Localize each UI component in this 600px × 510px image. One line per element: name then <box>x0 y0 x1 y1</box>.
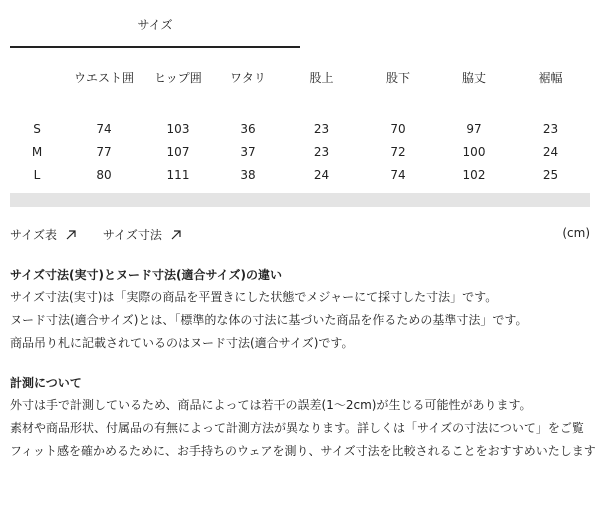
notes-line: ヌード寸法(適合サイズ)とは、「標準的な体の寸法に基づいた商品を作るための基準寸法」です。 <box>10 313 528 327</box>
table-cell: 70 <box>390 121 406 136</box>
table-cell: 72 <box>390 144 406 159</box>
horizontal-scrollbar[interactable] <box>10 193 590 207</box>
table-cell: 103 <box>166 121 190 136</box>
notes-line: フィット感を確かめるために、お手持ちのウェアを測り、サイズ寸法を比較されることをおすすめいたします <box>10 444 596 458</box>
tab-bar <box>0 0 600 50</box>
size-table <box>10 60 590 209</box>
column-header: 脇丈 <box>461 70 486 85</box>
table-cell: 36 <box>240 121 256 136</box>
table-cell: 37 <box>240 144 256 159</box>
table-row <box>10 117 590 140</box>
notes-section-title: 計測について <box>10 376 82 390</box>
size-chart-link-label: サイズ表 <box>10 228 58 242</box>
arrow-up-right-icon <box>65 229 77 241</box>
column-header: ヒップ囲 <box>154 70 202 85</box>
size-links <box>10 226 204 243</box>
column-header: 股下 <box>385 70 410 85</box>
notes-line: 素材や商品形状、付属品の有無によって計測方法が異なります。詳しくは「サイズの寸法について」をご覧 <box>10 421 584 435</box>
table-cell: 100 <box>462 144 486 159</box>
table-cell: 74 <box>390 167 406 182</box>
table-cell: 23 <box>313 121 330 136</box>
column-header: 裾幅 <box>538 70 563 85</box>
table-cell: 74 <box>96 121 112 136</box>
column-header: 股上 <box>309 70 334 85</box>
size-notes <box>10 266 595 482</box>
table-cell: M <box>31 144 43 159</box>
column-header: ウエスト囲 <box>73 70 134 85</box>
size-measure-link[interactable] <box>103 226 182 243</box>
tab-size-label: サイズ <box>137 18 173 32</box>
unit-label: (cm) <box>562 226 590 240</box>
notes-line: サイズ寸法(実寸)は「実際の商品を平置きにした状態でメジャーにて採寸した寸法」です。 <box>10 290 498 304</box>
table-cell: 24 <box>313 167 330 182</box>
tab-size[interactable] <box>10 0 300 48</box>
notes-section-title: サイズ寸法(実寸)とヌード寸法(適合サイズ)の違い <box>10 268 283 282</box>
table-cell: L <box>33 167 41 182</box>
column-header <box>10 60 64 94</box>
table-cell: 25 <box>542 167 559 182</box>
table-cell: 77 <box>96 144 112 159</box>
table-cell: 24 <box>542 144 559 159</box>
table-cell: 23 <box>313 144 330 159</box>
table-cell: 80 <box>96 167 112 182</box>
table-cell: 97 <box>466 121 482 136</box>
table-row <box>10 140 590 163</box>
table-cell: 102 <box>462 167 486 182</box>
size-measure-link-label: サイズ寸法 <box>102 228 162 242</box>
table-cell: 107 <box>166 144 190 159</box>
table-row <box>10 163 590 186</box>
size-chart-link[interactable] <box>10 226 77 243</box>
notes-section-measurement <box>10 374 595 458</box>
notes-line: 外寸は手で計測しているため、商品によっては若干の誤差(1〜2cm)が生じる可能性があります。 <box>10 398 532 412</box>
table-cell: S <box>33 121 41 136</box>
spacer-row <box>10 94 590 117</box>
arrow-up-right-icon <box>170 229 182 241</box>
column-header: ワタリ <box>230 70 266 85</box>
table-cell: 23 <box>542 121 559 136</box>
table-header-row <box>10 60 590 94</box>
table-cell: 111 <box>166 167 190 182</box>
notes-line: 商品吊り札に記載されているのはヌード寸法(適合サイズ)です。 <box>10 336 354 350</box>
notes-section-difference <box>10 266 595 350</box>
table-cell: 38 <box>240 167 256 182</box>
